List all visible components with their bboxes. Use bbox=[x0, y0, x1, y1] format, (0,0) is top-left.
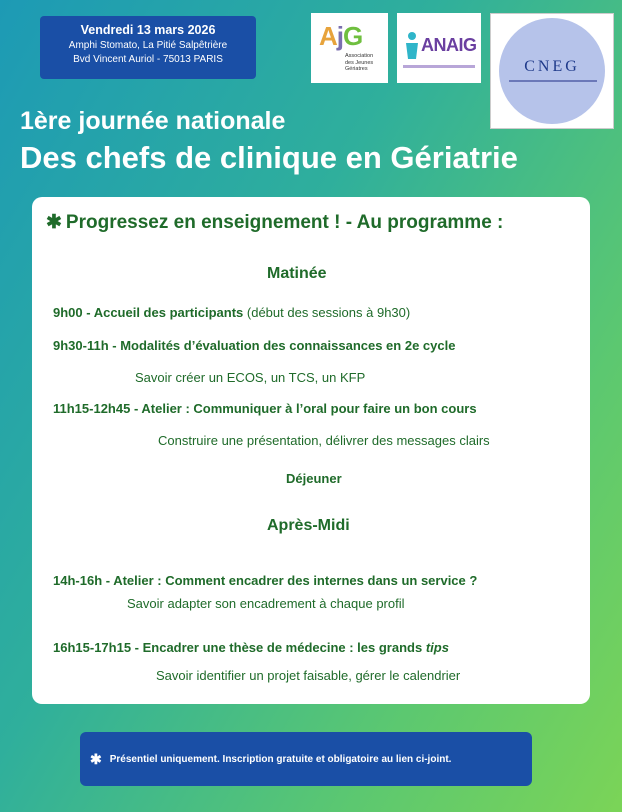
ajg-logo-mark: AjG bbox=[319, 21, 363, 51]
anaig-logo-rule bbox=[403, 65, 475, 68]
program-item-4-sub: Savoir adapter son encadrement à chaque profil bbox=[127, 596, 405, 611]
cneg-logo-rule bbox=[509, 80, 597, 82]
event-place-line1: Amphi Stomato, La Pitié Salpêtrière bbox=[68, 40, 228, 51]
program-item-4: 14h-16h - Atelier : Comment encadrer des internes dans un service ? bbox=[53, 573, 478, 588]
program-item-3-sub: Construire une présentation, délivrer des messages clairs bbox=[158, 433, 490, 448]
program-item-5-sub: Savoir identifier un projet faisable, gérer le calendrier bbox=[156, 668, 461, 683]
program-item-1: 9h00 - Accueil des participants (début des sessions à 9h30) bbox=[53, 305, 411, 320]
program-item-5: 16h15-17h15 - Encadrer une thèse de médecine : les grands tips bbox=[53, 640, 449, 655]
morning-label: Matinée bbox=[267, 265, 327, 282]
ajg-logo-text: Association des Jeunes Gériatres bbox=[345, 53, 374, 72]
program-item-2: 9h30-11h - Modalités d’évaluation des connaissances en 2e cycle bbox=[53, 338, 456, 353]
person-icon bbox=[403, 31, 421, 61]
ajg-logo bbox=[311, 13, 388, 83]
event-info-box bbox=[40, 16, 256, 79]
sparkle-icon: ✱ bbox=[90, 750, 102, 767]
cneg-logo-text: CNEG bbox=[524, 58, 580, 75]
title-line1: 1ère journée nationale bbox=[20, 107, 286, 135]
footer-notice bbox=[80, 732, 532, 786]
event-place-line2: Bvd Vincent Auriol - 75013 PARIS bbox=[73, 54, 223, 65]
lunch-label: Déjeuner bbox=[286, 471, 342, 486]
footer-text: Présentiel uniquement. Inscription gratuite et obligatoire au lien ci-joint. bbox=[109, 753, 452, 765]
program-item-3: 11h15-12h45 - Atelier : Communiquer à l’oral pour faire un bon cours bbox=[53, 401, 477, 416]
anaig-logo-text: ANAIG bbox=[421, 35, 477, 55]
cneg-logo bbox=[490, 13, 614, 129]
title-line2: Des chefs de clinique en Gériatrie bbox=[20, 140, 518, 175]
event-date: Vendredi 13 mars 2026 bbox=[80, 23, 216, 37]
afternoon-label: Après-Midi bbox=[267, 517, 350, 534]
program-item-2-sub: Savoir créer un ECOS, un TCS, un KFP bbox=[135, 370, 366, 385]
anaig-logo bbox=[397, 13, 481, 83]
program-card bbox=[32, 197, 590, 704]
sparkle-icon: ✱ bbox=[46, 212, 62, 233]
program-heading: ✱ Progressez en enseignement ! - Au programme : bbox=[46, 212, 504, 233]
